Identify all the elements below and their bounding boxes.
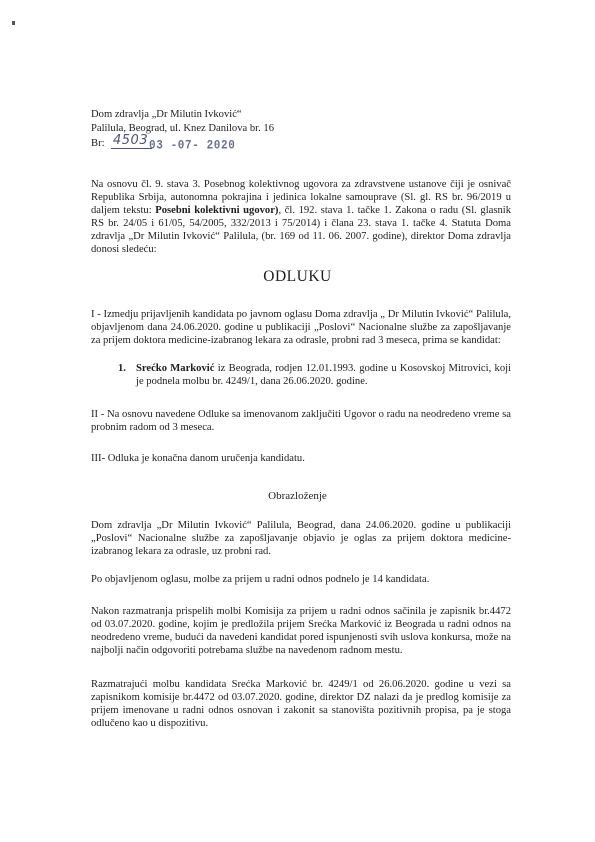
reasoning-paragraph-3: Nakon razmatranja prispelih molbi Komisija za prijem u radni odnos sačinila je zapisnik br.4472 od 03.07.2020. godine, kojim je predložila prijem Srećka Marković iz Beograda u radni odnos na neodredeno vreme, budući da navedeni kandidat pored ispunjenosti svih uslova konkursa, može na najbolji način odgovoriti potrebama službe na navedenom radnom mestu. xyxy=(91,606,511,656)
reference-label: Br: xyxy=(91,138,105,149)
reasoning-paragraph-2: Po objavljenom oglasu, molbe za prijem u radni odnos podnelo je 14 kandidata. xyxy=(91,574,430,585)
candidate-details: iz Beograda, rodjen 12.01.1993. godine u Kosovskoj Mitrovici, koji je podnela molbu br. 4249/1, dana 26.06.2020. godine. xyxy=(136,363,512,387)
handwritten-reference-number: 4503 xyxy=(111,134,152,149)
decision-item-1: I - Izmedju prijavljenih kandidata po javnom oglasu Doma zdravlja „ Dr Milutin Ivković“ Palilula, objavljenom dana 24.06.2020. godine u publikaciji „Poslovi“ Nacionalne službe za zapošljavanje za prijem doktora medicine-izabranog lekara za odrasle, probni rad 3 meseca, prima se kandidat: xyxy=(91,309,511,346)
reasoning-paragraph-1: Dom zdravlja „Dr Milutin Ivković“ Palilula, Beograd, dana 24.06.2020. godine u publikaciji „Poslovi“ Nacionalne službe za zapošljavanje objavio je oglas za prijem doktora medicine-izabranog lekara za odrasle, uz probni rad. xyxy=(91,520,511,557)
institution-header xyxy=(91,108,451,152)
reasoning-heading: Obrazloženje xyxy=(268,490,327,502)
legal-basis-bold: Posebni kolektivni ugovor) xyxy=(155,205,279,216)
scan-mark xyxy=(12,21,15,25)
legal-basis-text: Na osnovu čl. 9. stava 3. Posebnog kolektivnog ugovora za zdravstvene ustanove čiji je osnivač Republika Srbija, autonomna pokrajina i jedinica lokalne samouprave (Sl. gl. RS br. 96/2019 u daljem tekstu: xyxy=(91,179,511,216)
document-title: ODLUKU xyxy=(263,268,332,285)
reasoning-paragraph-4: Razmatrajući molbu kandidata Srećka Marković br. 4249/1 od 26.06.2020. godine u vezi sa zapisnikom komisije br.4472 od 03.07.2020. godine, direktor DZ nalazi da je predlog komisije za prijem imenovane u radni odnos osnovan i zakonit sa stanovišta pozitivnih propisa, pa je stoga odlučeno kao u dispozitivu. xyxy=(91,679,511,729)
legal-basis-paragraph xyxy=(91,178,511,256)
decision-item-2: II - Na osnovu navedene Odluke sa imenovanom zaključiti Ugovor o radu na neodredeno vreme sa probnim radom od 3 meseca. xyxy=(91,409,511,433)
legal-basis-text-end: , čl. 192. stava 1. tačke 1. Zakona o radu (Sl. glasnik RS br. 24/05 i 61/05, 54/2005, 332/2013 i 75/2014) i člana 23. stava 1. tačke 4. Statuta Doma zdravlja „Dr Milutin Ivković“ Palilula, (br. 169 od 11. 06. 2007. godine), direktor Doma zdravlja donosi sledeću: xyxy=(91,205,511,255)
decision-item-3: III- Odluka je konačna danom uručenja kandidatu. xyxy=(91,453,305,464)
candidate-number: 1. xyxy=(118,363,126,374)
candidate-name: Srećko Marković xyxy=(136,363,215,374)
reference-number-row xyxy=(91,133,451,153)
institution-address: Palilula, Beograd, ul. Knez Danilova br. 16 xyxy=(91,123,274,134)
candidate-list-item xyxy=(118,362,511,388)
date-stamp: 03 -07- 2020 xyxy=(149,139,236,153)
institution-name: Dom zdravlja „Dr Milutin Ivković“ xyxy=(91,109,242,120)
